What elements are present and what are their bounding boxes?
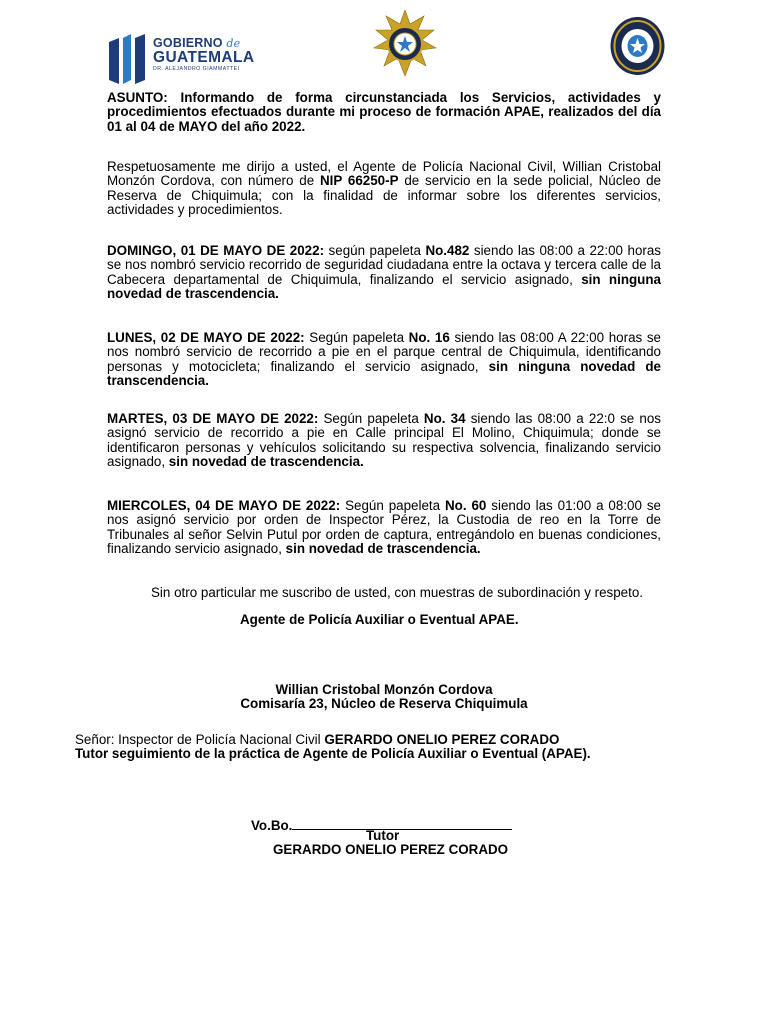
entry-date: DOMINGO, 01 DE MAYO DE 2022:: [107, 243, 325, 258]
nip-number: NIP 66250-P: [319, 173, 399, 189]
vobo-title: Tutor: [366, 828, 400, 843]
entry-result: sin novedad de trascendencia.: [285, 541, 481, 557]
signature-office: Comisaría 23, Núcleo de Reserva Chiquimula: [240, 696, 528, 711]
entry-text: siendo las 01:00 a 08:00 se nos asignó servicio por orden de Inspector Pérez, la Custodia de reo en la Torre de Tribunales al señor Selvin Putul por orden de captura, entregándolo en buenas condiciones, finalizando servicio asignado,: [107, 498, 661, 557]
vobo-name: GERARDO ONELIO PEREZ CORADO: [273, 842, 509, 857]
vobo-signature-line: [292, 817, 512, 830]
entry-number: No. 16: [408, 330, 450, 345]
closing-sentence: Sin otro particular me suscribo de usted, con muestras de subordinación y respeto.: [151, 585, 643, 600]
entry-result: sin novedad de trascendencia.: [168, 454, 364, 470]
entry-text: siendo las 08:00 A 22:00 horas se nos nombró servicio de recorrido a pie en el parque central de Chiquimula, identificando personas y motocicleta; finalizando el servicio asignado,: [107, 330, 662, 374]
gobierno-guatemala-logo: [107, 30, 267, 84]
gobierno-logo-text: [153, 37, 254, 72]
entry-paragraph-wednesday: [107, 499, 661, 557]
guatemala-word: GUATEMALA: [153, 49, 255, 66]
entry-number: No. 60: [444, 498, 487, 513]
entry-text: Según papeleta: [340, 498, 445, 513]
entry-result: sin ninguna novedad de transcendencia.: [107, 358, 661, 389]
intro-text-1: Respetuosamente me dirijo a usted, el Agente de Policía Nacional Civil, Willian Cristobal Monzón Cordova, con número de: [107, 159, 661, 189]
intro-paragraph: [107, 160, 661, 218]
entry-text: según papeleta: [324, 243, 426, 258]
police-star-emblem-icon: [370, 10, 440, 80]
entry-paragraph-tuesday: [107, 412, 661, 470]
gobierno-word: GOBIERNO: [153, 36, 223, 50]
entry-date: MARTES, 03 DE MAYO DE 2022:: [107, 411, 319, 426]
entry-text: siendo las 08:00 a 22:00 horas se nos nombró servicio recorrido de seguridad ciudadana entre la octava y tercera calle de la Cabecera departamental de Chiquimula, finalizando el servicio asignado,: [107, 243, 661, 287]
signature-name: Willian Cristobal Monzón Cordova: [275, 682, 493, 697]
recipient-name: GERARDO ONELIO PEREZ CORADO: [324, 732, 560, 747]
entry-text: siendo las 08:00 a 22:0 se nos asignó servicio de recorrido a pie en Calle principal El Molino, Chiquimula; donde se identificaron personas y vehículos solicitando su respectiva solvencia, finalizando servicio asignado,: [107, 411, 661, 470]
intro-text-2: de servicio en la sede policial, Núcleo de Reserva de Chiquimula; con la finalidad de informar sobre los diferentes servicios, actividades y procedimientos.: [107, 173, 661, 218]
recipient-prefix: Señor: Inspector de Policía Nacional Civil: [75, 732, 325, 747]
recipient-role: Tutor seguimiento de la práctica de Agente de Policía Auxiliar o Eventual (APAE).: [75, 746, 591, 761]
role-line: Agente de Policía Auxiliar o Eventual APAE.: [240, 612, 519, 627]
vobo-label: Vo.Bo.: [251, 818, 293, 833]
entry-number: No. 34: [423, 411, 466, 426]
entry-result: sin ninguna novedad de trascendencia.: [107, 271, 661, 302]
entry-text: Según papeleta: [304, 330, 409, 345]
subject-paragraph: [107, 91, 661, 134]
entry-text: Según papeleta: [318, 411, 424, 426]
entry-number: No.482: [425, 243, 470, 258]
subject-text: Informando de forma circunstanciada los Servicios, actividades y procedimientos efectuados durante mi proceso de formación APAE, realizados del día 01 al 04 de MAYO del año 2022.: [107, 90, 661, 134]
guatemala-flag-icon: [107, 34, 147, 84]
entry-date: LUNES, 02 DE MAYO DE 2022:: [107, 330, 305, 345]
entry-paragraph-sunday: [107, 244, 661, 302]
entry-date: MIERCOLES, 04 DE MAYO DE 2022:: [107, 498, 341, 513]
gobierno-de: de: [226, 37, 241, 50]
president-name: DR. ALEJANDRO GIAMMATTEI: [153, 66, 240, 72]
entry-paragraph-monday: [107, 331, 661, 389]
subject-label: ASUNTO:: [107, 90, 168, 105]
circular-seal-emblem-icon: [610, 16, 665, 76]
